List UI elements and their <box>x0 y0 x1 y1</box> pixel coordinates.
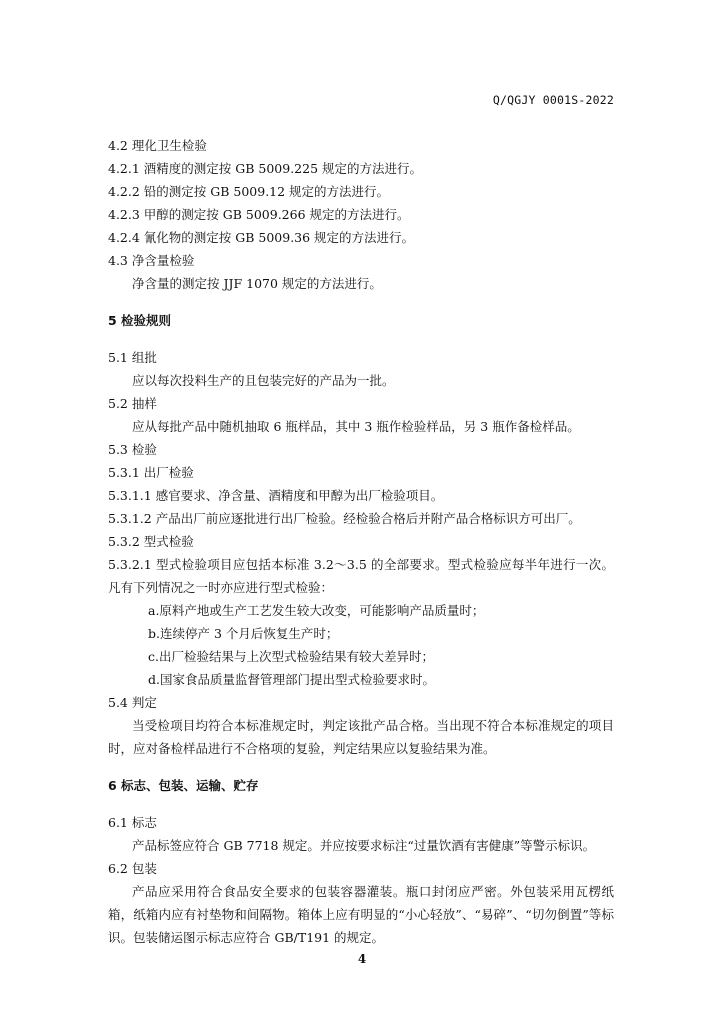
section-4-2-2: 4.2.2 铅的测定按 GB 5009.12 规定的方法进行。 <box>108 184 390 199</box>
section-4-2-4: 4.2.4 氰化物的测定按 GB 5009.36 规定的方法进行。 <box>108 230 415 245</box>
section-6-2-body: 产品应采用符合食品安全要求的包装容器灌装。瓶口封闭应严密。外包装采用瓦楞纸箱，纸箱内应有衬垫物和间隔物。箱体上应有明显的“小心轻放”、“易碎”、“切勿倒置”等标识。包装储运图示标志应符合 GB/T191 的规定。 <box>108 884 614 945</box>
section-5-3-2-1: 5.3.2.1 型式检验项目应包括本标准 3.2～3.5 的全部要求。型式检验应每半年进行一次。凡有下列情况之一时亦应进行型式检验： <box>108 557 614 595</box>
list-item-b: b.连续停产 3 个月后恢复生产时； <box>148 626 339 641</box>
section-6-2-title: 6.2 包装 <box>108 861 157 876</box>
section-4-3-title: 4.3 净含量检验 <box>108 253 195 268</box>
section-5-3-1-1: 5.3.1.1 感官要求、净含量、酒精度和甲醇为出厂检验项目。 <box>108 488 444 503</box>
section-5-3-1-2: 5.3.1.2 产品出厂前应逐批进行出厂检验。经检验合格后并附产品合格标识方可出厂。 <box>108 511 581 526</box>
section-4-2-title: 4.2 理化卫生检验 <box>108 138 207 153</box>
list-item-a: a.原料产地或生产工艺发生较大改变，可能影响产品质量时； <box>148 603 485 618</box>
document-body <box>108 134 614 949</box>
section-5-2-body: 应从每批产品中随机抽取 6 瓶样品，其中 3 瓶作检验样品，另 3 瓶作备检样品。 <box>132 419 580 434</box>
section-5-3-title: 5.3 检验 <box>108 442 157 457</box>
section-5-3-2-title: 5.3.2 型式检验 <box>108 534 194 549</box>
document-code: Q/QGJY 0001S-2022 <box>492 93 614 107</box>
section-6-1-body: 产品标签应符合 GB 7718 规定。并应按要求标注“过量饮酒有害健康”等警示标识。 <box>132 838 596 853</box>
list-item-d: d.国家食品质量监督管理部门提出型式检验要求时。 <box>148 672 435 687</box>
section-6-heading: 6 标志、包装、运输、贮存 <box>108 778 259 793</box>
section-4-2-3: 4.2.3 甲醇的测定按 GB 5009.266 规定的方法进行。 <box>108 207 410 222</box>
section-4-2-1: 4.2.1 酒精度的测定按 GB 5009.225 规定的方法进行。 <box>108 161 423 176</box>
section-5-4-body: 当受检项目均符合本标准规定时，判定该批产品合格。当出现不符合本标准规定的项目时，应对备检样品进行不合格项的复验，判定结果应以复验结果为准。 <box>108 718 614 756</box>
page-number: 4 <box>357 952 367 966</box>
section-5-2-title: 5.2 抽样 <box>108 396 157 411</box>
list-item-c: c.出厂检验结果与上次型式检验结果有较大差异时； <box>148 649 434 664</box>
section-5-1-body: 应以每次投料生产的且包装完好的产品为一批。 <box>132 373 395 388</box>
section-5-4-title: 5.4 判定 <box>108 695 157 710</box>
section-6-1-title: 6.1 标志 <box>108 815 157 830</box>
section-4-3-body: 净含量的测定按 JJF 1070 规定的方法进行。 <box>132 276 382 291</box>
section-5-3-1-title: 5.3.1 出厂检验 <box>108 465 194 480</box>
section-5-1-title: 5.1 组批 <box>108 350 157 365</box>
section-5-heading: 5 检验规则 <box>108 313 172 328</box>
